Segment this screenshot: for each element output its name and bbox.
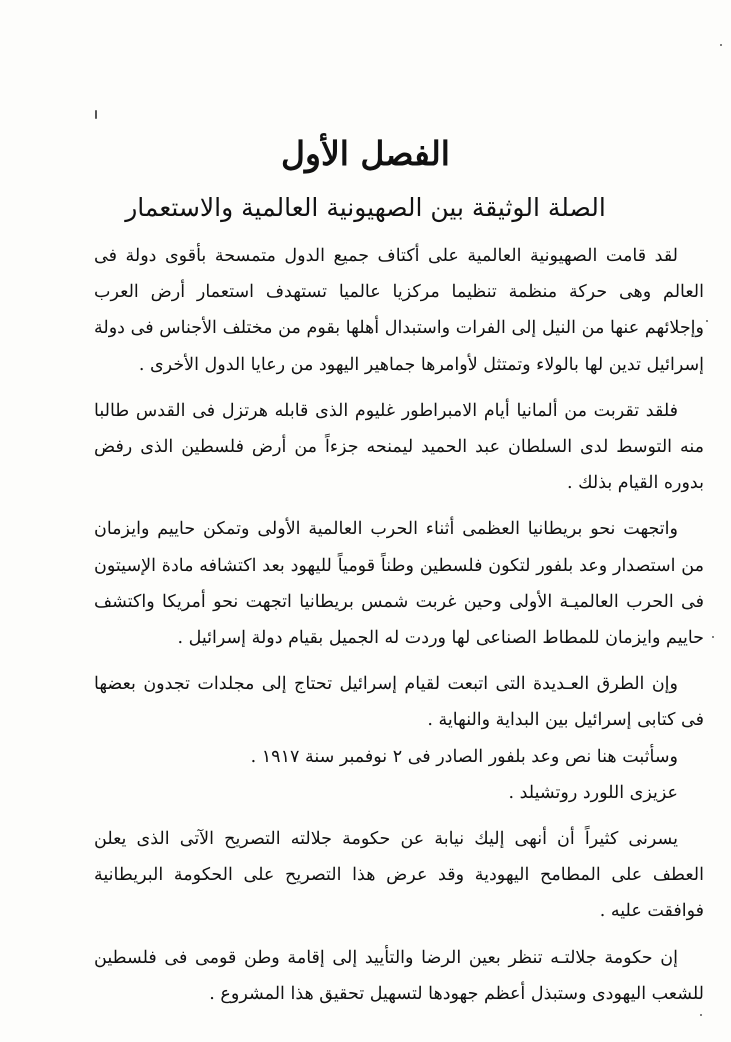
balfour-intro-line: وسأثبت هنا نص وعد بلفور الصادر فى ٢ نوفمبر سنة ١٩١٧ .	[250, 746, 678, 767]
scan-speck	[712, 636, 714, 638]
paragraph: يسرنى كثيراً أن أنهى إليك نيابة عن حكومة جلالته التصريح الآتى الذى يعلن العطف على المطامح اليهودية وقد عرض هذا التصريح على الحكومة البريطانية فوافقت عليه .	[94, 829, 704, 922]
paragraph: لقد قامت الصهيونية العالمية على أكتاف جميع الدول متمسحة بأقوى دولة فى العالم وهى حركة منظمة تنظيما مركزيا عالميا تستهدف استعمار أرض العرب وإجلائهم عنها من النيل إلى الفرات واستبدال أهلها بقوم من مختلف الأجناس فى دولة إسرائيل تدين لها بالولاء وتمتثل لأوامرها جماهير اليهود من رعايا الدول الأخرى .	[94, 246, 704, 375]
scan-speck	[706, 320, 708, 322]
salutation-line: عزيزى اللورد روتشيلد .	[508, 782, 678, 803]
paragraph: واتجهت نحو بريطانيا العظمى أثناء الحرب العالمية الأولى وتمكن حاييم وايزمان من استصدار وعد بلفور لتكون فلسطين وطناً قومياً لليهود بعد اكتشافه مادة الإسيتون فى الحرب العالميـة الأولى وحين غربت شمس بريطانيا اتجهت نحو أمريكا واكتشف حاييم وايزمان للمطاط الصناعى لها وردت له الجميل بقيام دولة إسرائيل .	[94, 519, 704, 649]
chapter-title: الفصل الأول	[281, 134, 450, 173]
body-text	[94, 238, 704, 1022]
chapter-subtitle: الصلة الوثيقة بين الصهيونية العالمية والاستعمار	[125, 193, 606, 222]
scan-speck	[95, 110, 97, 119]
paragraph: فلقد تقربت من ألمانيا أيام الامبراطور غليوم الذى قابله هرتزل فى القدس طالبا منه التوسط لدى السلطان عبد الحميد ليمنحه جزءاً من أرض فلسطين الذى رفض بدوره القيام بذلك .	[94, 400, 704, 494]
paragraph: إن حكومة جلالتـه تنظر بعين الرضا والتأييد إلى إقامة وطن قومى فى فلسطين للشعب اليهودى وستبذل أعظم جهودها لتسهيل تحقيق هذا المشروع .	[94, 947, 704, 1004]
scan-speck	[720, 44, 722, 46]
paragraph: وإن الطرق العـديدة التى اتبعت لقيام إسرائيل تحتاج إلى مجلدات تجدون بعضها فى كتابى إسرائيل بين البداية والنهاية .	[94, 674, 704, 731]
